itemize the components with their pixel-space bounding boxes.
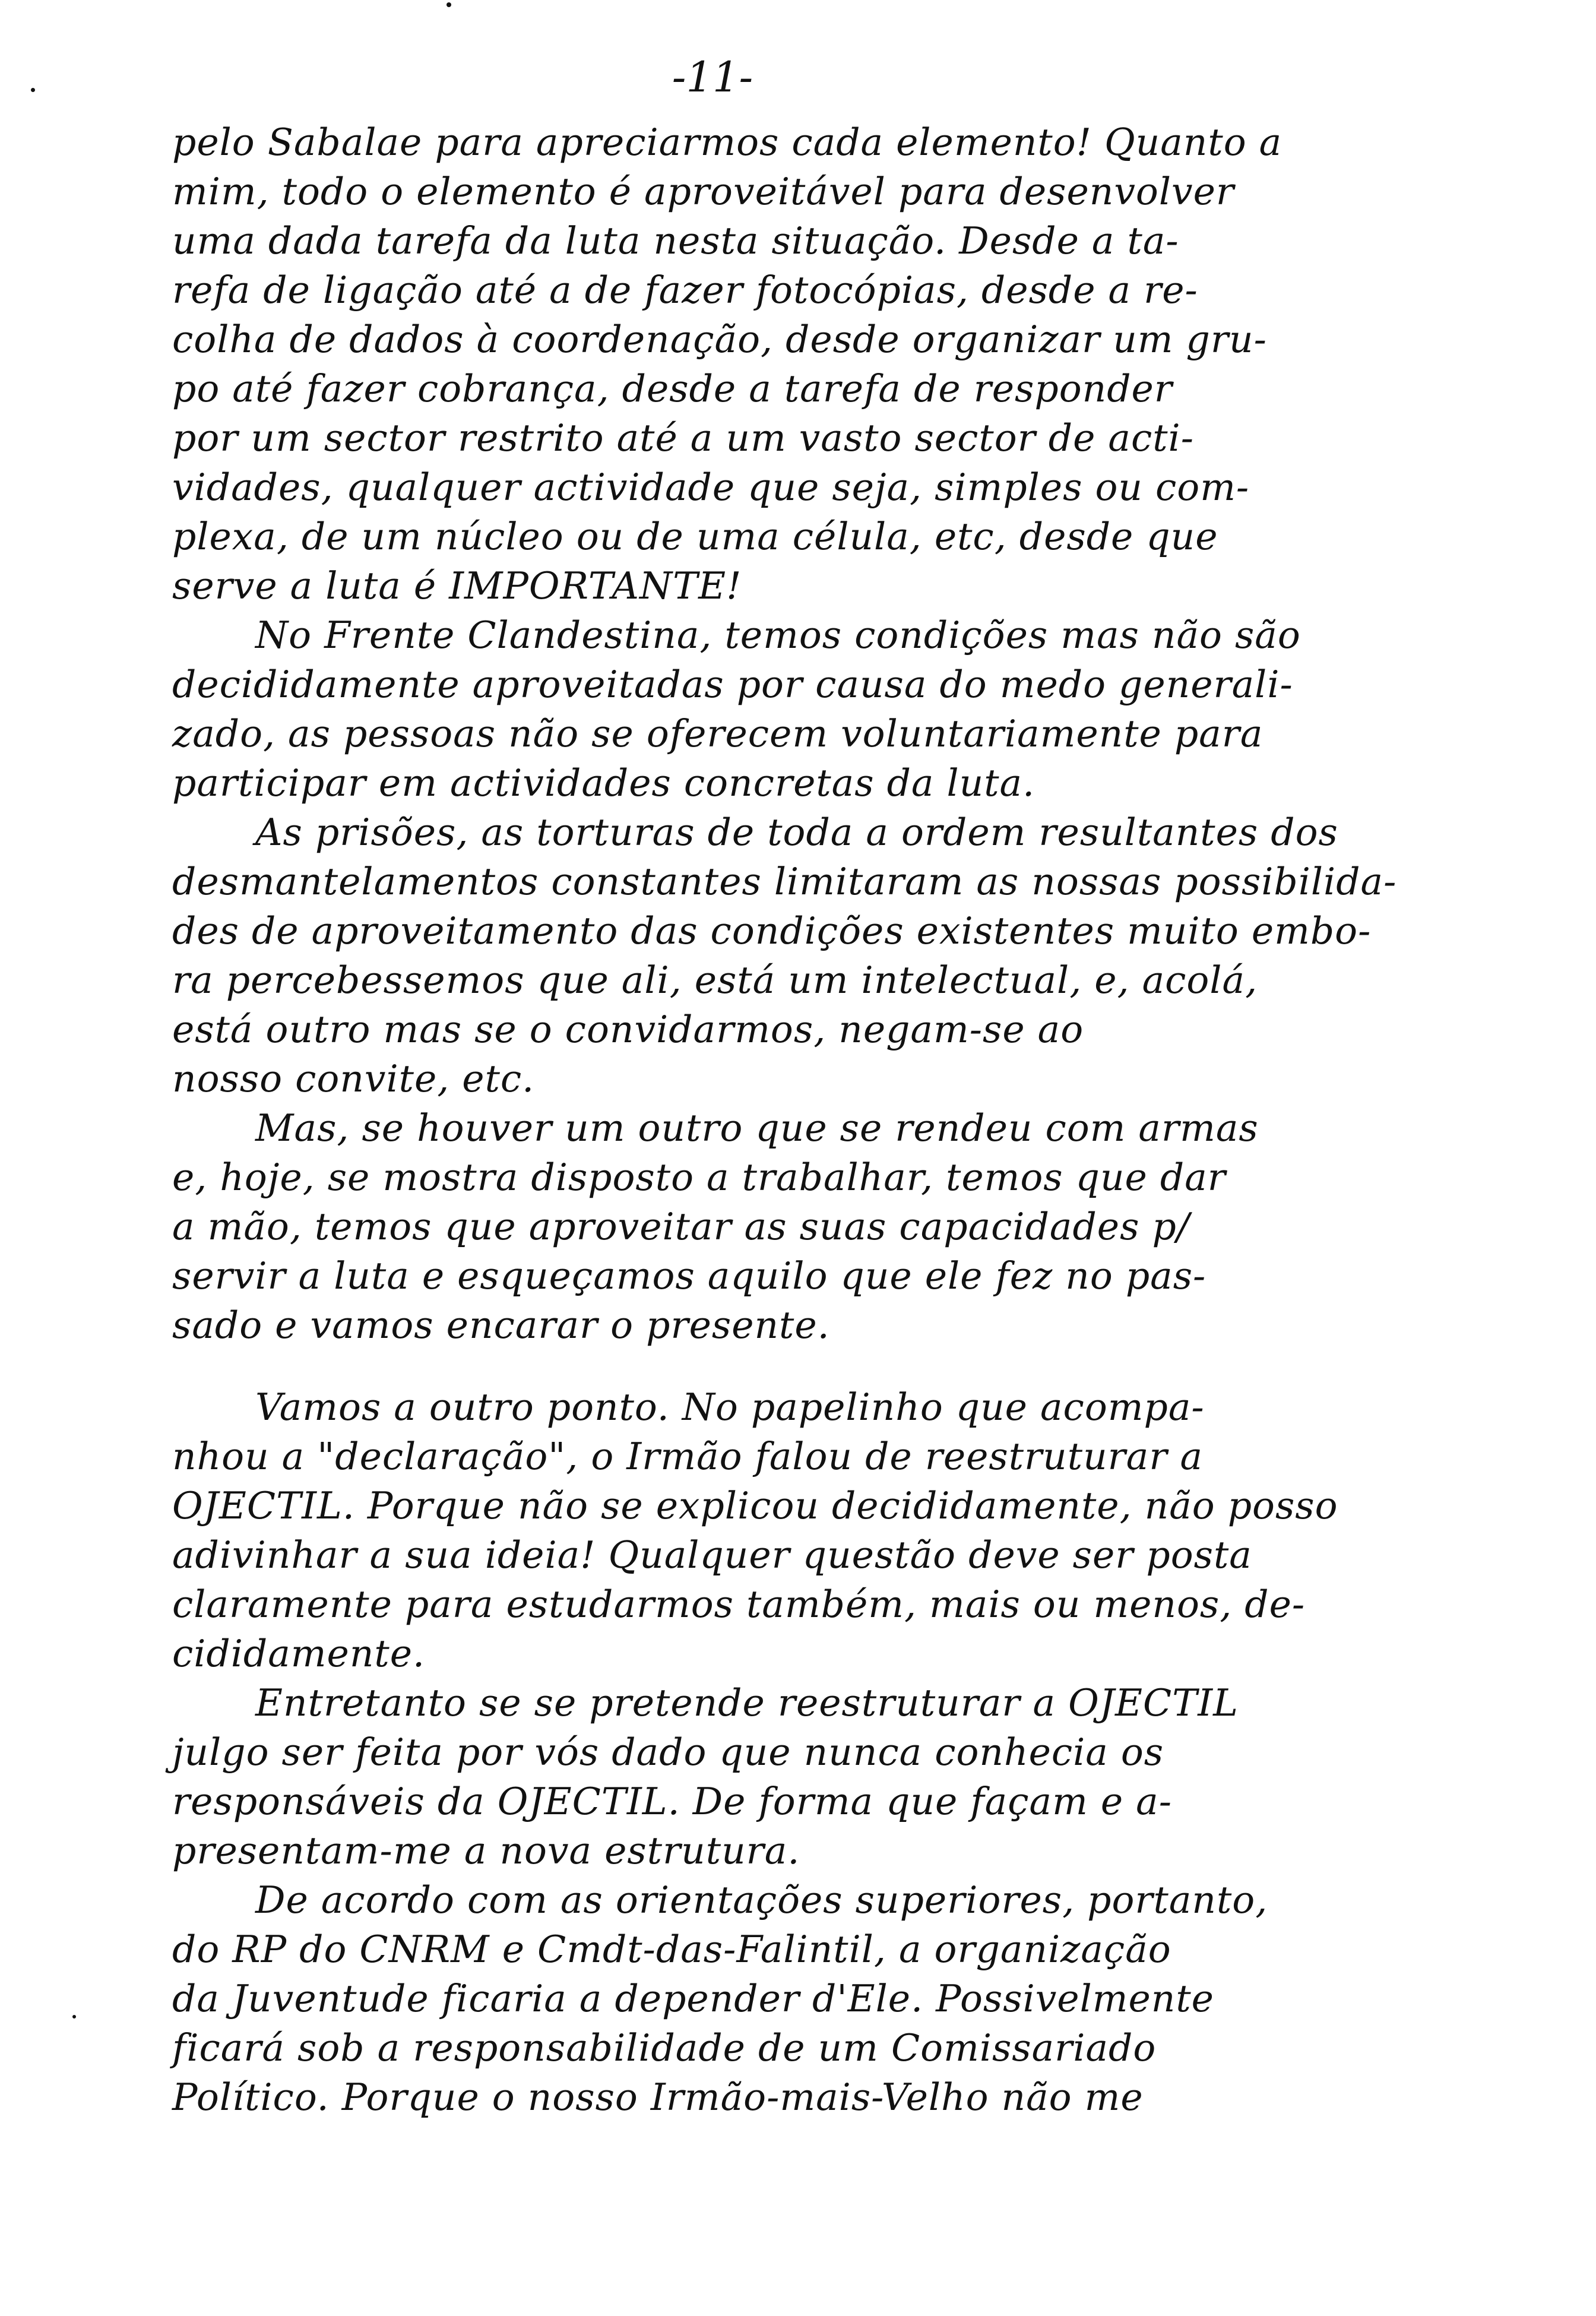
text-line: está outro mas se o convidarmos, negam-se ao bbox=[172, 1008, 1084, 1051]
text-line: ra percebessemos que ali, está um intelectual, e, acolá, bbox=[172, 958, 1258, 1002]
text-line: Entretanto se se pretende reestruturar a OJECTIL bbox=[255, 1681, 1239, 1725]
text-line: OJECTIL. Porque não se explicou decididamente, não posso bbox=[172, 1484, 1338, 1527]
text-line: No Frente Clandestina, temos condições mas não são bbox=[255, 613, 1301, 657]
text-line: Político. Porque o nosso Irmão-mais-Velho não me bbox=[172, 2075, 1144, 2119]
text-line: sado e vamos encarar o presente. bbox=[172, 1303, 830, 1347]
page-number: -11- bbox=[672, 53, 753, 102]
text-line: adivinhar a sua ideia! Qualquer questão deve ser posta bbox=[172, 1533, 1252, 1577]
text-line: zado, as pessoas não se oferecem voluntariamente para bbox=[172, 712, 1264, 755]
text-line: As prisões, as torturas de toda a ordem resultantes dos bbox=[255, 811, 1338, 854]
text-line: mim, todo o elemento é aproveitável para desenvolver bbox=[172, 170, 1234, 213]
text-line: do RP do CNRM e Cmdt-das-Falintil, a organização bbox=[172, 1928, 1171, 1971]
text-line: pelo Sabalae para apreciarmos cada elemento! Quanto a bbox=[172, 121, 1282, 164]
text-line: Mas, se houver um outro que se rendeu com armas bbox=[255, 1106, 1259, 1150]
text-line: des de aproveitamento das condições existentes muito embo- bbox=[172, 909, 1372, 953]
text-line: por um sector restrito até a um vasto sector de acti- bbox=[172, 416, 1194, 460]
ink-speck bbox=[31, 88, 35, 92]
text-line: responsáveis da OJECTIL. De forma que façam e a- bbox=[172, 1780, 1173, 1823]
text-line: julgo ser feita por vós dado que nunca conhecia os bbox=[172, 1730, 1164, 1774]
text-line: decididamente aproveitadas por causa do medo generali- bbox=[172, 663, 1293, 706]
text-line: presentam-me a nova estrutura. bbox=[172, 1829, 800, 1872]
text-line: participar em actividades concretas da luta. bbox=[172, 761, 1036, 805]
text-line: cididamente. bbox=[172, 1632, 426, 1675]
text-line: serve a luta é IMPORTANTE! bbox=[172, 564, 742, 608]
ink-speck bbox=[72, 2015, 76, 2018]
text-line: a mão, temos que aproveitar as suas capacidades p/ bbox=[172, 1205, 1190, 1248]
text-line: desmantelamentos constantes limitaram as nossas possibilida- bbox=[172, 860, 1397, 903]
text-line: da Juventude ficaria a depender d'Ele. Possivelmente bbox=[172, 1977, 1214, 2020]
text-line: colha de dados à coordenação, desde organizar um gru- bbox=[172, 318, 1267, 361]
text-line: refa de ligação até a de fazer fotocópias, desde a re- bbox=[172, 268, 1198, 312]
text-line: uma dada tarefa da luta nesta situação. Desde a ta- bbox=[172, 219, 1179, 262]
text-line: plexa, de um núcleo ou de uma célula, etc, desde que bbox=[172, 515, 1218, 558]
text-line: De acordo com as orientações superiores, portanto, bbox=[255, 1878, 1268, 1922]
text-line: po até fazer cobrança, desde a tarefa de responder bbox=[172, 367, 1173, 410]
text-line: Vamos a outro ponto. No papelinho que acompa- bbox=[255, 1385, 1205, 1429]
text-line: nhou a "declaração", o Irmão falou de reestruturar a bbox=[172, 1435, 1204, 1478]
text-line: vidades, qualquer actividade que seja, simples ou com- bbox=[172, 466, 1250, 509]
text-line: e, hoje, se mostra disposto a trabalhar, temos que dar bbox=[172, 1156, 1226, 1199]
text-line: nosso convite, etc. bbox=[172, 1057, 535, 1100]
text-line: servir a luta e esqueçamos aquilo que ele fez no pas- bbox=[172, 1254, 1206, 1298]
text-line: claramente para estudarmos também, mais ou menos, de- bbox=[172, 1583, 1306, 1626]
ink-speck bbox=[446, 2, 451, 7]
text-line: ficará sob a responsabilidade de um Comissariado bbox=[172, 2026, 1157, 2070]
